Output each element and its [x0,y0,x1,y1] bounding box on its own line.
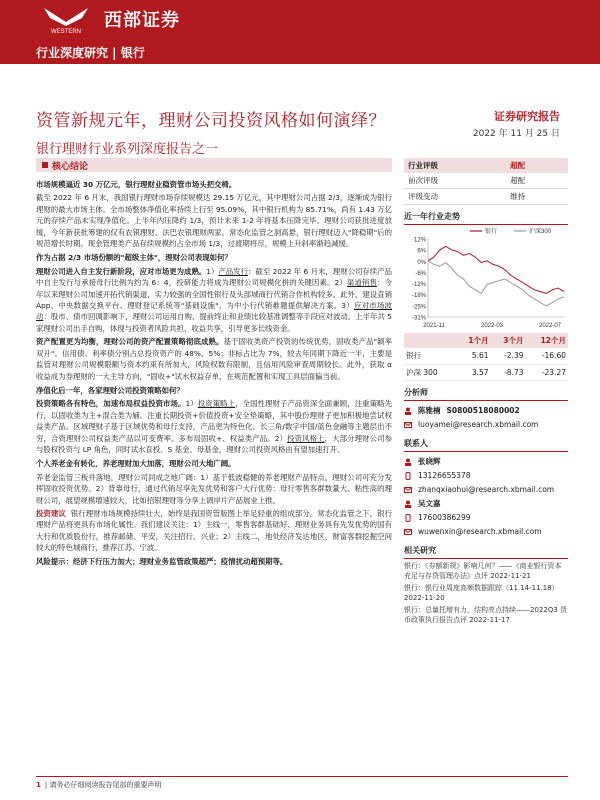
phone-icon [404,472,412,480]
table-row [404,158,568,173]
table-row [404,189,568,205]
rating-value: 超配 [506,158,568,173]
paragraph-text: ：今年以来理财公司加速开拓代销渠道，实力较强的全国性银行及头部城商行代销合作机构较多。此外，建设直销 App、中央数据交换平台、理财登记系统等"基础设施"，为中小行代销难题提供解决方案。3） [36,278,392,311]
contact-name: 张晓辉 [418,457,441,466]
contact-phone-row [404,511,568,525]
related-research [404,561,568,625]
rating-label: 前次评级 [404,173,506,189]
trend-title: 近一年行业走势 [404,211,568,225]
table-cell: 银行 [404,348,456,364]
trend-chart-svg [404,225,568,329]
paragraph-text: ，大部分理财公司参与股权投资与 LP 角色，同时试水直投、S 基金、母基金，理财公司投资风格由有望加速打开。 [36,433,392,454]
paragraph-text: 基于固收类资产投资的传统优势，固收类产品"颖率双升"。信用债、利率债分别占总投资资产的 48%、5%；非标占比为 7%，较去年同期下降近一半，主要是监管对理财公司规模限额与资本约束有所加大，风险权数有限制，且信用风险审查周期较长。此外，获取 α 收益成为券理财的一大主导方向，"固收+"试水权益存单，在规范配置和实现工具层面偏当前。 [36,337,392,381]
y-tick-label: -12% [411,282,426,289]
contact-phone: 17600386299 [418,513,471,522]
analysts-title: 分析师 [404,387,568,401]
column-header: 1个月 [456,333,491,348]
section-heading: 市场规模逼近 30 万亿元，银行理财业稳资管市场头把交椅。 [36,180,237,189]
series-line [428,246,564,293]
y-tick-label: -31% [411,315,426,322]
table-cell: -23.27 [525,364,568,380]
contacts-title: 联系人 [404,438,568,452]
paragraph: 理财公司进入自主发行新阶段，应对市场更为成熟。1）产品发行：截至 2022 年 6 月末，理财公司存续产品中自主发行与承接母行比例为约为 6：4，投研能力将成为理财公司规模化拼的关键因素。2）渠道销售：今年以来理财公司加速开拓代销渠道，实力较强的全国性银行及头部城商行代销合作机构较多。此外，建设直销 App、中央数据交换平台、理财登记系统等"基础设施"，为中小行代销难题提供解决方案。3）应对市场波动：股市、债市回调影响下，理财公司运用自购、提前终止和业绩比较基准调整等手段应对波动。上半年共 5 家理财公司出手自购，体现与投资者风险共担、收益共享，引导更多长线资金。 [36,266,392,333]
rating-value: 维持 [506,189,568,205]
related-item[interactable]: 银行：银行业周度高频数据跟踪（11.14-11.18） 2022-11-20 [404,583,559,602]
svg-text:WESTERN: WESTERN [51,29,81,34]
rating-label: 评级变动 [404,189,506,205]
related-title: 相关研究 [404,545,568,559]
contact-name: 吴文嘉 [418,499,441,508]
contact-phone-row [404,469,568,483]
page-title: 资管新规元年，理财公司投资风格如何演绎？ [36,111,386,131]
brand-name: 西部证券 [104,10,180,31]
page-subtitle: 银行理财行业系列深度报告之一 [36,142,219,157]
section-heading: 净值化后一年，各家理财公司投资策略如何？ [36,385,184,395]
inline-term: 投资策略上 [197,399,236,409]
analyst-block [404,404,568,432]
x-tick-label: 2022-03 [480,323,504,329]
related-item[interactable]: 银行：总量托增有力，结构亮点持续——2022Q3 货币政策执行报告点评 2022-11-17 [404,605,568,624]
page-footer: 1 | 请务必仔细阅读报告尾部的重要声明 [36,781,162,789]
inline-term: 渠道销售 [346,278,378,288]
table-cell: -8.73 [491,364,526,380]
section-heading: 作为占据 2/3 市场份额的"超级主体"，理财公司表现如何？ [36,253,232,263]
contact-email-row [404,525,568,539]
inline-term: 应对市场波动 [36,301,392,322]
paragraph-lead: 资产配置更为均衡，理财公司的资产配置策略彻底成熟。 [36,337,224,347]
legend-label: 银行 [485,229,498,235]
table-row [404,348,568,364]
rating-value: 超配 [506,173,568,189]
paragraph-text: ：截至 2022 年 6 月末，理财公司存续产品中自主发行与承接母行比例为约为 6：4，投研能力将成为理财公司规模化拼的关键因素。2） [36,266,392,288]
column-header: 3个月 [491,333,526,348]
paragraph-text: ，全国性理财子产品资深全面兼顾，注重策略先行，以固收类为主+混合类为辅。注重长期投资+价值投资+安全垫策略，其中股份理财子更加积极地尝试权益类产品。区域理财子基于区域优势和母行支持，产品更为特色化。长三角/数字中国/蓝色金融等主题层出不穷，合资理财公司权益类产品以可变费率、多布局固收+、权益类产品。2） [36,399,392,443]
table-cell: 3.57 [456,364,491,380]
analyst-email[interactable]: luoyamei@research.xbmail.com [418,420,539,429]
mail-icon [404,486,412,494]
contact-phone: 13126655378 [418,471,471,480]
table-row [404,364,568,380]
contact-block [404,455,568,539]
column-header [404,333,456,348]
sidebar [404,158,568,625]
table-row [404,173,568,189]
investment-advice-label: 投资建议 [36,508,66,518]
series-line [428,261,564,306]
y-tick-label: -6% [415,270,426,277]
report-date: 2022 年 11 月 25 日 [472,129,560,139]
report-header [0,0,600,64]
contact-email-row [404,483,568,497]
mail-icon [404,528,412,536]
contact-name-row [404,497,568,511]
paragraph-text: 1） [185,399,198,409]
paragraph-text: ：股市、债市回调影响下，理财公司运用自购、提前终止和业绩比较基准调整等手段应对波动。上半年共 5 家理财公司出手自购，体现与投资者风险共担、收益共享，引导更多长线资金。 [36,312,392,333]
paragraph [36,556,392,567]
phone-icon [404,514,412,522]
analyst-name-row [404,404,568,418]
trend-chart [404,225,568,329]
section-heading: 个人养老金有转化，养老理财加大加落，理财公司大地广阔。 [36,459,236,469]
main-body [36,176,392,569]
analyst-email-row [404,418,568,432]
paragraph: 养老金监管三板并落地，理财公司同成之地广阔：1）基于低波稳健的养老理财产品特点，理财公司可充分发挥固收投资优势。2）背靠母行，通过代销尽享先发优势和客户大行优势：母行零售客群数量大、粘性高的理财公司，展望规模增速较大，比如招银理财等分享上调岸片产品展业上推。 [36,472,392,505]
report-type: 证券研究报告 [494,110,560,123]
column-header: 12个月 [525,333,568,348]
person-icon [404,407,412,415]
paragraph: 截至 2022 年 6 月末，我国银行理财市场存续规模达 29.15 万亿元，其中理财公司占据 2/3，逐渐成为银行理财的最大市场主体。全市场整体净值化率持续上行至 95.09%，其中银行机构为 85.71%，尚有 1.43 万亿元的存续产品未实现净值化。上半年内压降约 1/3，预计未来 1-2 年将基本压降完毕。理财公司获批进度放缓，今年新获批筹建的仅有农银理财、法巴农银理财两家。常态化监管之洞高悬，银行理财迈入"降稳期"后的规范增长时期。现金管理类产品存续规模约占全市场 1/3，过渡期将尽，规模上升斜率渐趋减缓。 [36,193,392,249]
paragraph-text: 银行理财市场规模持续壮大，始终是我国资管版图上举足轻重的组成部分。常态化监管之下，银行理财产品将更具有市场化属性。我们建议关注：1）主线一，零售客群基础好、理财业务具有先发优势的国有大行和优质股份行，推荐邮储、平安，关注招行、兴业；2）主线二，地处经济发达地区，财富客群挖掘空间较大的特色城商行，推荐江苏、宁波。 [36,508,392,553]
contact-email[interactable]: wuwenxin@research.xbmail.com [418,527,542,536]
contact-email[interactable]: zhanqxiaohui@research.xbmail.com [418,485,555,494]
y-tick-label: -25% [411,304,426,311]
legend-label: 沪深300 [529,229,552,235]
y-tick-label: 0% [417,259,426,266]
mail-icon [404,421,412,429]
paragraph-lead: 理财公司进入自主发行新阶段，应对市场更为成熟。 [36,266,207,276]
table-cell: -16.60 [525,348,568,364]
person-icon [404,500,412,508]
bullet-icon [42,162,48,168]
related-item[interactable]: 银行：《券额新规》影响几何？——《商业银行资本充足与存贷管理办法》点评 2022-11-21 [404,561,562,580]
y-tick-label: -18% [411,293,426,300]
paragraph [36,398,392,455]
table-header-row [404,333,568,348]
x-tick-label: 2021-11 [423,323,445,329]
footer-divider [36,776,568,777]
risk-label: 风险提示： [36,556,73,566]
rating-label: 行业评级 [404,158,506,173]
western-logo-icon [36,6,96,34]
person-icon [404,458,412,466]
analyst-name: 陈雅楠 [418,406,441,415]
y-tick-label: 6% [417,248,426,255]
performance-table [404,333,568,381]
paragraph [36,336,392,382]
disclaimer-text: 请务必仔细阅读报告尾部的重要声明 [49,781,162,789]
inline-term: 投资风格上 [287,433,325,443]
contact-name-row [404,455,568,469]
table-cell: 沪深 300 [404,364,456,380]
paragraph-lead: 投资策略各有特色，加速布局权益投资市场。 [36,399,186,409]
risk-text: 经济下行压力加大；理财业务监管政策超严；疫情扰动超预期等。 [72,556,288,566]
inline-term: 产品发行 [218,266,249,276]
key-points-bar [36,158,392,172]
rating-table [404,158,568,205]
key-points-label: 核心结论 [52,162,89,172]
table-cell: -2.39 [491,348,526,364]
x-tick-label: 2022-07 [538,323,562,329]
analyst-cert: S0800518080002 [446,406,520,415]
page-number: 1 [36,781,41,789]
paragraph [36,508,392,554]
report-category: 行业深度研究 | 银行 [36,46,145,60]
y-tick-label: 12% [413,237,426,244]
table-cell: 5.61 [456,348,491,364]
